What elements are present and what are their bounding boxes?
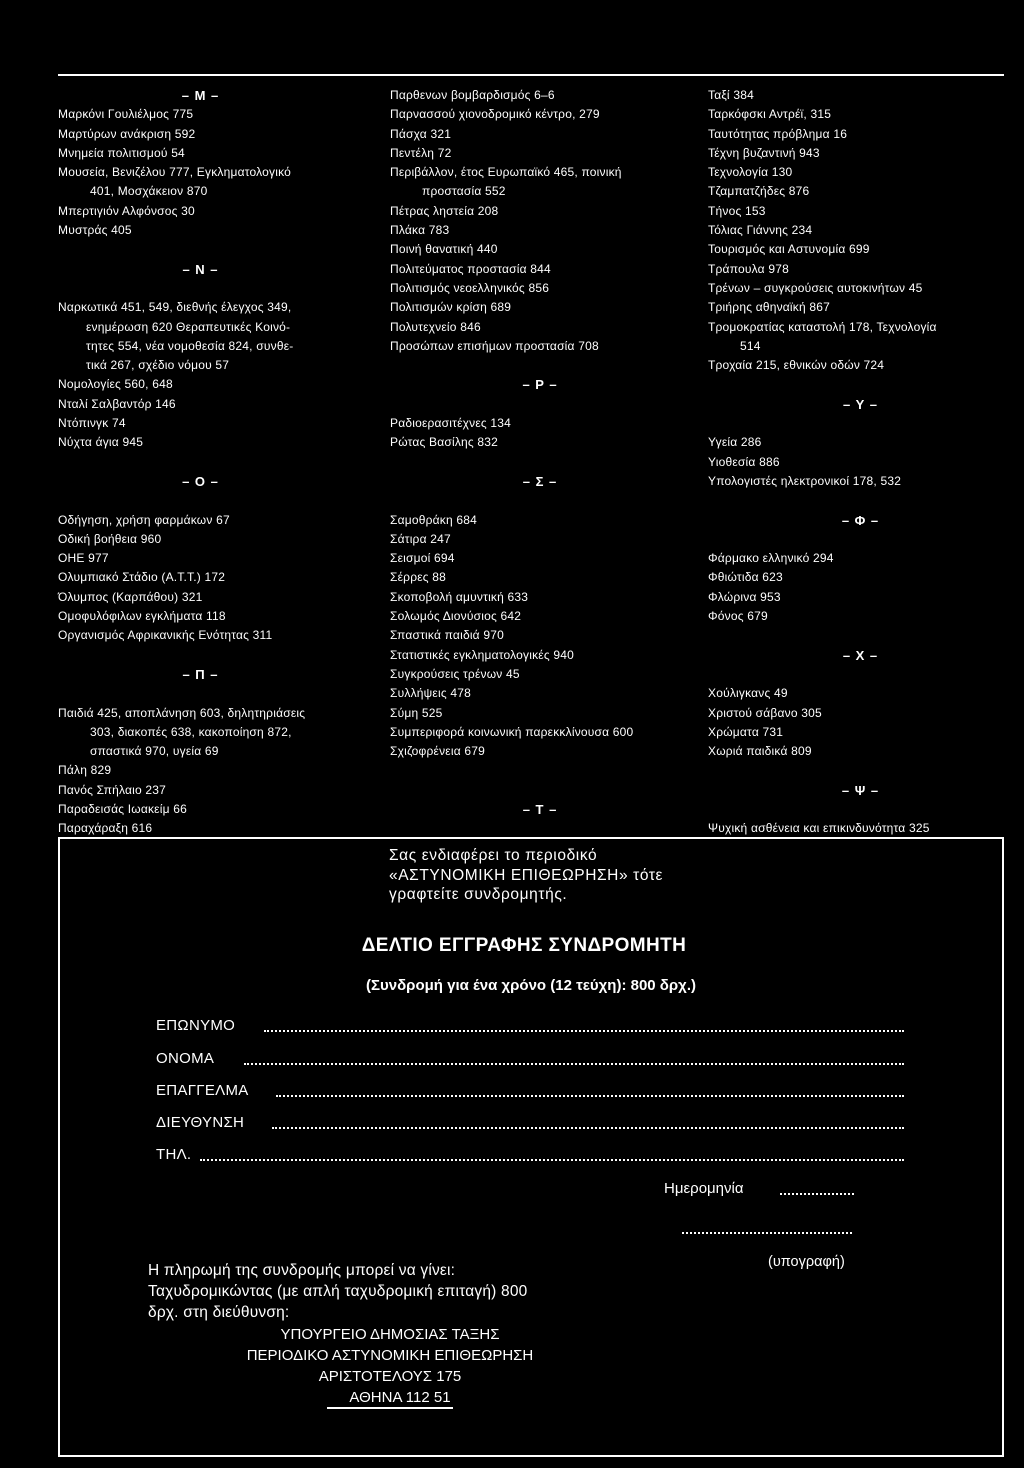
index-entry: Σαμοθράκη 684 xyxy=(390,512,478,527)
index-entry: Όλυμπος (Καρπάθου) 321 xyxy=(58,589,203,604)
section-letter: – Ψ – xyxy=(841,782,880,798)
address-field[interactable] xyxy=(156,1114,244,1131)
profession-dots[interactable] xyxy=(276,1095,904,1097)
index-entry: Πέτρας ληστεία 208 xyxy=(390,203,499,218)
section-letter: – Π – xyxy=(182,666,219,682)
name-dots[interactable] xyxy=(244,1063,904,1065)
index-entry: Τόλιας Γιάννης 234 xyxy=(708,223,813,238)
promo-line: «ΑΣΤΥΝΟΜΙΚΗ ΕΠΙΘΕΩΡΗΣΗ» τότε xyxy=(389,866,664,884)
section-letter: – M – xyxy=(181,88,220,103)
spacer xyxy=(390,453,690,472)
spacer xyxy=(708,761,1013,780)
index-entry-continuation: 514 xyxy=(740,338,761,353)
spacer xyxy=(390,356,690,375)
index-entry: Χούλιγκανς 49 xyxy=(708,686,788,701)
index-entry: Ποινή θανατική 440 xyxy=(390,242,498,257)
index-entry: Χρώματα 731 xyxy=(708,724,784,739)
date-dots[interactable] xyxy=(780,1193,854,1195)
section-letter: – T – xyxy=(522,801,558,817)
index-entry: Συλλήψεις 478 xyxy=(390,686,471,701)
index-entry: Ναρκωτικά 451, 549, διεθνής έλεγχος 349, xyxy=(58,300,292,315)
index-entry: Στατιστικές εγκληματολογικές 940 xyxy=(390,647,574,662)
index-entry: Παιδιά 425, αποπλάνηση 603, δηλητηριάσεις xyxy=(58,705,306,720)
index-entry: Σεισμοί 694 xyxy=(390,551,455,566)
name-field[interactable] xyxy=(156,1050,214,1067)
index-entry: Περιβάλλον, έτος Ευρωπαϊκό 465, ποινική xyxy=(390,165,622,180)
index-entry: Πολυτεχνείο 846 xyxy=(390,319,481,334)
index-entry: Μαρτύρων ανάκριση 592 xyxy=(58,126,196,141)
index-entry: Υγεία 286 xyxy=(708,435,762,450)
index-entry: Σχιζοφρένεια 679 xyxy=(390,744,486,759)
spacer xyxy=(708,414,1013,433)
payment-line: Η πληρωμή της συνδρομής μπορεί να γίνει: xyxy=(148,1262,456,1279)
index-entry: Νομολογίες 560, 648 xyxy=(58,377,173,392)
index-entry: Πανός Σπήλαιο 237 xyxy=(58,782,167,797)
payment-info xyxy=(148,1260,527,1323)
spacer xyxy=(58,684,343,703)
index-entry: Σύμη 525 xyxy=(390,705,443,720)
index-entry: Τριήρης αθηναϊκή 867 xyxy=(708,300,831,315)
spacer xyxy=(58,646,343,665)
index-entry: Τροχαία 215, εθνικών οδών 724 xyxy=(708,358,885,373)
index-entry: Σπαστικά παιδιά 970 xyxy=(390,628,504,643)
index-entry-continuation: προστασία 552 xyxy=(422,184,506,199)
payment-line: Ταχυδρομικώντας (με απλή ταχυδρομική επιταγή) 800 xyxy=(148,1283,528,1300)
surname-dots[interactable] xyxy=(264,1030,904,1032)
index-entry: Σολωμός Διονύσιος 642 xyxy=(390,609,522,624)
index-entry: Τέχνη βυζαντινή 943 xyxy=(708,145,820,160)
address-dots[interactable] xyxy=(272,1127,904,1129)
index-entry: Προσώπων επισήμων προστασία 708 xyxy=(390,338,599,353)
index-entry: Φθιώτιδα 623 xyxy=(708,570,783,585)
index-entry: Συγκρούσεις τρένων 45 xyxy=(390,666,520,681)
index-entry-continuation: 303, διακοπές 638, κακοποίηση 872, xyxy=(90,724,292,739)
index-entry-continuation: τητες 554, νέα νομοθεσία 824, συνθε- xyxy=(86,338,294,353)
index-entry-continuation: τικά 267, σχέδιο νόμου 57 xyxy=(86,358,230,373)
index-entry: Πάλη 829 xyxy=(58,763,112,778)
address-label: ΔΙΕΥΘΥΝΣΗ xyxy=(156,1114,245,1131)
index-entry: Συμπεριφορά κοινωνική παρεκκλίνουσα 600 xyxy=(390,724,634,739)
index-entry: Σάτιρα 247 xyxy=(390,531,451,546)
index-entry: Μουσεία, Βενιζέλου 777, Εγκληματολογικό xyxy=(58,165,292,180)
index-entry: Παραχάραξη 616 xyxy=(58,821,153,836)
index-entry: Τρένων – συγκρούσεις αυτοκινήτων 45 xyxy=(708,280,923,295)
surname-label: ΕΠΩΝΥΜΟ xyxy=(156,1017,236,1034)
postal-address xyxy=(200,1324,580,1409)
date-label: Ημερομηνία xyxy=(664,1180,744,1197)
index-entry: Παραδεισάς Ιωακείμ 66 xyxy=(58,801,187,816)
address-line: ΑΡΙΣΤΟΤΕΛΟΥΣ 175 xyxy=(318,1368,462,1385)
spacer xyxy=(390,781,690,800)
index-entry: Πολιτισμών κρίση 689 xyxy=(390,300,512,315)
phone-label: ΤΗΛ. xyxy=(156,1146,192,1163)
promo-line: Σας ενδιαφέρει το περιοδικό xyxy=(389,847,598,864)
index-entry: Τζαμπατζήδες 876 xyxy=(708,184,810,199)
signature-dots[interactable] xyxy=(682,1232,852,1234)
index-entry: Τρομοκρατίας καταστολή 178, Τεχνολογία xyxy=(708,319,937,334)
section-letter: – Φ – xyxy=(841,512,880,528)
spacer xyxy=(708,800,1013,819)
spacer xyxy=(58,453,343,472)
index-entry: Παρνασσού χιονοδρομικό κέντρο, 279 xyxy=(390,107,600,122)
index-entry: Τεχνολογία 130 xyxy=(708,165,793,180)
index-entry: Πλάκα 783 xyxy=(390,223,450,238)
index-entry: Υπολογιστές ηλεκτρονικοί 178, 532 xyxy=(708,473,902,488)
payment-line: δρχ. στη διεύθυνση: xyxy=(148,1304,290,1321)
index-entry: Ολυμπιακό Στάδιο (Α.Τ.Τ.) 172 xyxy=(58,570,226,585)
index-entry: Ρώτας Βασίλης 832 xyxy=(390,435,499,450)
index-entry: Μνημεία πολιτισμού 54 xyxy=(58,145,185,160)
section-letter: – Y – xyxy=(843,396,878,412)
address-line: ΥΠΟΥΡΓΕΙΟ ΔΗΜΟΣΙΑΣ ΤΑΞΗΣ xyxy=(280,1326,500,1343)
index-entry: Πολιτισμός νεοελληνικός 856 xyxy=(390,280,550,295)
promo-text xyxy=(389,846,663,905)
index-entry: Οργανισμός Αφρικανικής Ενότητας 311 xyxy=(58,628,273,643)
address-line: ΠΕΡΙΟΔΙΚΟ ΑΣΤΥΝΟΜΙΚΗ ΕΠΙΘΕΩΡΗΣΗ xyxy=(246,1347,534,1364)
spacer xyxy=(708,491,1013,510)
index-entry: Ταρκόφσκι Αντρέϊ, 315 xyxy=(708,107,832,122)
index-entry: Ψυχική ασθένεια και επικινδυνότητα 325 xyxy=(708,821,930,836)
index-entry-continuation: 401, Μοσχάκειον 870 xyxy=(90,184,208,199)
spacer xyxy=(58,240,343,259)
spacer xyxy=(58,491,343,510)
phone-field[interactable] xyxy=(156,1146,191,1163)
phone-dots[interactable] xyxy=(200,1159,904,1161)
index-entry: Νταλί Σαλβαντόρ 146 xyxy=(58,396,176,411)
index-entry-continuation: σπαστικά 970, υγεία 69 xyxy=(90,744,219,759)
index-entry: Νύχτα άγια 945 xyxy=(58,435,144,450)
section-letter: – Σ – xyxy=(522,473,558,489)
spacer xyxy=(390,395,690,414)
spacer xyxy=(390,761,690,780)
section-letter: – O – xyxy=(182,473,219,489)
index-entry: Ντόπινγκ 74 xyxy=(58,416,126,431)
index-entry: Ταξί 384 xyxy=(708,88,754,102)
name-label: ΟΝΟΜΑ xyxy=(156,1050,215,1067)
index-entry: Μυστράς 405 xyxy=(58,223,132,238)
spacer xyxy=(708,665,1013,684)
index-entry: Οδική βοήθεια 960 xyxy=(58,531,162,546)
spacer xyxy=(390,491,690,510)
index-entry: ΟΗΕ 977 xyxy=(58,551,109,566)
index-entry: Φόνος 679 xyxy=(708,609,768,624)
index-entry: Οδήγηση, χρήση φαρμάκων 67 xyxy=(58,512,230,527)
index-entry: Πεντέλη 72 xyxy=(390,145,452,160)
spacer xyxy=(708,530,1013,549)
index-entry-continuation: ενημέρωση 620 Θεραπευτικές Κοινό- xyxy=(86,319,291,334)
form-price: (Συνδρομή για ένα χρόνο (12 τεύχη): 800 δρχ.) xyxy=(366,977,696,994)
index-entry: Πολιτεύματος προστασία 844 xyxy=(390,261,551,276)
index-entry: Τράπουλα 978 xyxy=(708,261,789,276)
index-entry: Ταυτότητας πρόβλημα 16 xyxy=(708,126,848,141)
section-letter: – X – xyxy=(842,647,879,663)
index-entry: Σέρρες 88 xyxy=(390,570,447,585)
spacer xyxy=(708,626,1013,645)
index-entry: Μπερτιγιόν Αλφόνσος 30 xyxy=(58,203,195,218)
spacer xyxy=(58,279,343,298)
index-entry: Ομοφυλόφιλων εγκλήματα 118 xyxy=(58,609,226,624)
index-entry: Σκοποβολή αμυντική 633 xyxy=(390,589,529,604)
index-entry: Φλώρινα 953 xyxy=(708,589,781,604)
index-entry: Χωριά παιδικά 809 xyxy=(708,744,812,759)
address-line: ΑΘΗΝΑ 112 51 xyxy=(327,1389,452,1409)
index-entry: Φάρμακο ελληνικό 294 xyxy=(708,551,834,566)
surname-field[interactable] xyxy=(156,1017,235,1034)
index-entry: Τουρισμός και Αστυνομία 699 xyxy=(708,242,870,257)
section-letter: – P – xyxy=(522,377,558,393)
signature-label: (υπογραφή) xyxy=(768,1254,845,1270)
index-entry: Πάσχα 321 xyxy=(390,126,452,141)
form-title: ΔΕΛΤΙΟ ΕΓΓΡΑΦΗΣ ΣΥΝΔΡΟΜΗΤΗ xyxy=(361,935,687,956)
profession-label: ΕΠΑΓΓΕΛΜΑ xyxy=(156,1082,249,1099)
section-letter: – N – xyxy=(182,261,219,277)
index-entry: Ραδιοερασιτέχνες 134 xyxy=(390,416,512,431)
index-entry: Υιοθεσία 886 xyxy=(708,454,780,469)
index-entry: Μαρκόνι Γουλιέλμος 775 xyxy=(58,107,194,122)
index-column-3 xyxy=(708,86,1013,839)
top-rule xyxy=(58,74,1004,76)
promo-line: γραφτείτε συνδρομητής. xyxy=(389,886,568,903)
index-column-2 xyxy=(390,86,690,819)
spacer xyxy=(708,375,1013,394)
index-entry: Παρθενων βομβαρδισμός 6–6 xyxy=(390,88,555,102)
index-entry: Τήνος 153 xyxy=(708,203,766,218)
index-entry: Χριστού σάβανο 305 xyxy=(708,705,822,720)
index-column-1 xyxy=(58,86,343,839)
profession-field[interactable] xyxy=(156,1082,249,1099)
